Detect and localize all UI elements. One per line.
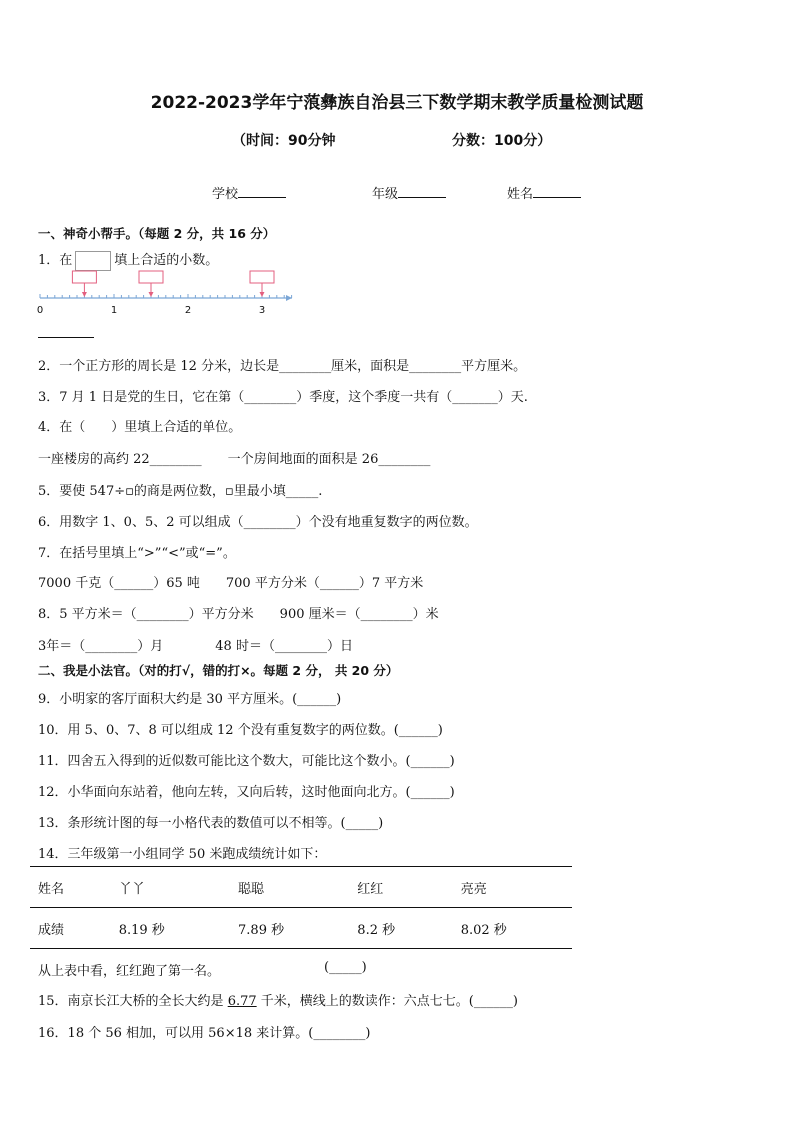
school-field — [212, 183, 286, 202]
tick-label: 2 — [184, 305, 192, 316]
table-header-row — [30, 867, 572, 908]
answer-line — [38, 336, 94, 338]
section-2-heading: 二、我是小法官。（对的打√，错的打×。每题 2 分， 共 20 分） — [38, 663, 399, 678]
question-5: 5．要使 547÷▫的商是两位数，▫里最小填_____. — [38, 484, 323, 499]
tick-label: 3 — [258, 305, 266, 316]
question-15 — [38, 990, 518, 1009]
question-9: 9．小明家的客厅面积大约是 30 平方厘米。(______) — [38, 692, 342, 707]
table-cell: 丫丫 — [111, 867, 230, 908]
q15-prefix: 15．南京长江大桥的全长大约是 — [38, 994, 228, 1009]
grade-field — [372, 183, 446, 202]
question-6: 6．用数字 1、0、5、2 可以组成（________）个没有地重复数字的两位数。 — [38, 515, 478, 530]
score-label: 分数：100分） — [452, 133, 552, 149]
question-8: 8．5 平方米＝（________）平方分米 900 厘米＝（________）米 — [38, 607, 439, 622]
q1-prefix: 1．在 — [38, 253, 73, 268]
time-label: （时间：90分钟 — [232, 133, 336, 149]
answer-box-marker — [139, 271, 163, 283]
question-2: 2．一个正方形的周长是 12 分米，边长是________厘米，面积是________平方厘米。 — [38, 359, 527, 374]
q1-suffix: 填上合适的小数。 — [114, 253, 219, 268]
question-11: 11．四舍五入得到的近似数可能比这个数大，可能比这个数小。(______) — [38, 754, 455, 769]
school-label: 学校 — [212, 187, 239, 202]
table-cell: 8.19 秒 — [111, 908, 230, 949]
name-label: 姓名 — [507, 187, 534, 202]
question-14: 14．三年级第一小组同学 50 米跑成绩统计如下： — [38, 847, 327, 862]
question-10: 10．用 5、0、7、8 可以组成 12 个没有重复数字的两位数。(______) — [38, 723, 443, 738]
tick-label: 0 — [36, 305, 44, 316]
pointer-arrow-icon — [149, 292, 154, 297]
question-13: 13．条形统计图的每一小格代表的数值可以不相等。(_____) — [38, 816, 384, 831]
answer-box-marker — [250, 271, 274, 283]
q15-underlined-number: 6.77 — [227, 994, 257, 1009]
table-cell: 8.2 秒 — [349, 908, 452, 949]
pointer-arrow-icon — [82, 292, 87, 297]
tick-label: 1 — [110, 305, 118, 316]
question-4: 4．在（ ）里填上合适的单位。 — [38, 420, 242, 435]
table-row — [30, 908, 572, 949]
question-12: 12．小华面向东站着，他向左转，又向后转，这时他面向北方。(______) — [38, 785, 455, 800]
grade-label: 年级 — [372, 187, 399, 202]
name-field — [507, 183, 581, 202]
question-7: 7．在括号里填上“>”“<”或“=”。 — [38, 546, 236, 561]
table-cell: 红红 — [349, 867, 452, 908]
question-3: 3．7 月 1 日是党的生日，它在第（________）季度，这个季度一共有（_______）天. — [38, 390, 528, 405]
answer-box-marker — [72, 271, 96, 283]
table-cell: 8.02 秒 — [453, 908, 572, 949]
question-14-blank: (_____) — [324, 960, 367, 975]
pointer-arrow-icon — [260, 292, 265, 297]
question-8-detail: 3年＝（________）月 48 时＝（________）日 — [38, 639, 353, 654]
question-16: 16．18 个 56 相加，可以用 56×18 来计算。(________) — [38, 1026, 371, 1041]
page-title: 2022-2023学年宁蒗彝族自治县三下数学期末教学质量检测试题 — [150, 93, 644, 113]
table-cell: 亮亮 — [453, 867, 572, 908]
table-cell: 姓名 — [30, 867, 111, 908]
section-1-heading: 一、神奇小帮手。（每题 2 分，共 16 分） — [38, 226, 276, 241]
question-7-detail: 7000 千克（______）65 吨 700 平方分米（______）7 平方米 — [38, 576, 424, 591]
table-cell: 聪聪 — [230, 867, 349, 908]
table-cell: 成绩 — [30, 908, 111, 949]
table-cell: 7.89 秒 — [230, 908, 349, 949]
results-table — [30, 866, 572, 949]
q15-suffix: 千米，横线上的数读作：六点七七。(______) — [256, 994, 518, 1009]
question-14-statement: 从上表中看，红红跑了第一名。 — [38, 964, 221, 979]
number-line — [30, 268, 300, 320]
question-4-detail: 一座楼房的高约 22________ 一个房间地面的面积是 26________ — [38, 452, 431, 467]
